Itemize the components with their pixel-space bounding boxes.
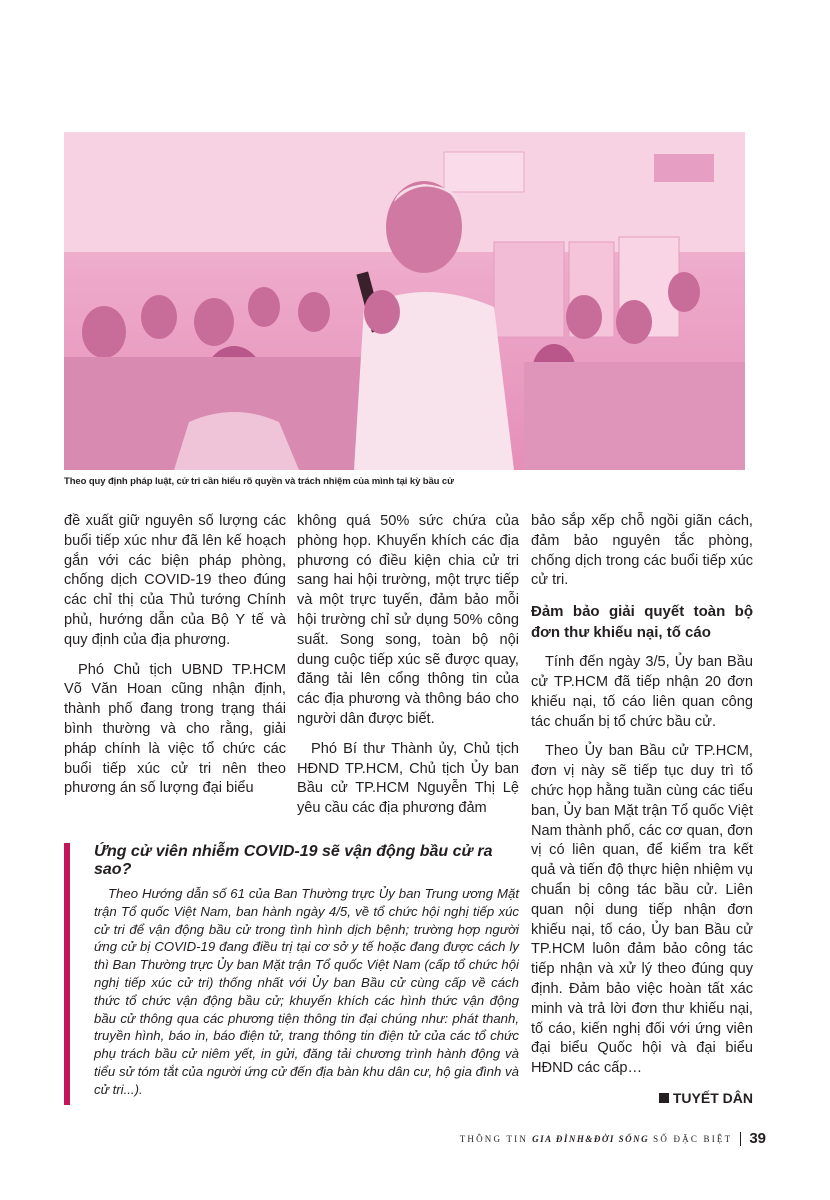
author-name: TUYẾT DÂN [672, 1089, 753, 1106]
author-byline [531, 1089, 753, 1109]
article-column-2 [297, 512, 519, 829]
square-bullet-icon [659, 1093, 669, 1103]
page-number: 39 [749, 1130, 766, 1147]
footer-brand: GIA ĐÌNH&ĐỜI SỐNG [532, 1133, 650, 1144]
paragraph: Theo Ủy ban Bầu cử TP.HCM, đơn vị này sẽ tiếp tục duy trì tổ chức họp hằng tuần cùng các tiểu ban, Ủy ban Mặt trận Tổ quốc Việt Nam thành phố, các cơ quan, đơn vị có liên quan, để kiểm tra kết quả và tiến độ thực hiện nhiệm vụ chuẩn bị công tác bầu cử. Liên quan nội dung tiếp nhận đơn khiếu nại, tố cáo, Ủy ban Bầu cử TP.HCM luôn đảm bảo công tác tiếp nhận và xử lý theo đúng quy định. Đảm bảo việc hoàn tất xác minh và trả lời đơn thư khiếu nại, tố cáo, kiến nghị đối với ứng viên đại biểu Quốc hội và đại biểu HĐND các cấp… [531, 743, 753, 1077]
sidebar-box [64, 843, 519, 1105]
photo-caption: Theo quy định pháp luật, cử tri cần hiểu rõ quyền và trách nhiệm của mình tại kỳ bầu cử [64, 476, 454, 487]
page-footer [460, 1130, 766, 1147]
paragraph: không quá 50% sức chứa của phòng họp. Khuyến khích các địa phương có điều kiện chia cử tri sang hai hội trường, một trực tiếp và một trực tuyến, đảm bảo mỗi hội trường chỉ sử dụng 50% công suất. Song song, toàn bộ nội dung cuộc tiếp xúc sẽ được quay, đăng tải lên cổng thông tin của các địa phương và thông báo cho người dân được biết. [297, 513, 519, 727]
section-heading: Đảm bảo giải quyết toàn bộ đơn thư khiếu nại, tố cáo [531, 603, 753, 642]
box-title: Ứng cử viên nhiễm COVID-19 sẽ vận động bầu cử ra sao? [94, 843, 493, 878]
footer-prefix: THÔNG TIN [459, 1133, 529, 1144]
paragraph: Tính đến ngày 3/5, Ủy ban Bầu cử TP.HCM đã tiếp nhận 20 đơn khiếu nại, tố cáo liên quan công tác chuẩn bị tổ chức bầu cử. [531, 654, 753, 730]
paragraph: Phó Bí thư Thành ủy, Chủ tịch HĐND TP.HCM, Chủ tịch Ủy ban Bầu cử TP.HCM Nguyễn Thị Lệ yêu cầu các địa phương đảm [297, 740, 519, 817]
meeting-photo-illustration [64, 132, 745, 470]
article-photo [64, 132, 745, 470]
paragraph: đề xuất giữ nguyên số lượng các buổi tiếp xúc như đã lên kế hoạch gắn với các biện pháp phòng, chống dịch COVID-19 theo đúng các chỉ thị của Thủ tướng Chính phủ, hướng dẫn của Bộ Y tế và quy định của địa phương. [64, 513, 286, 648]
box-body: Theo Hướng dẫn số 61 của Ban Thường trực Ủy ban Trung ương Mặt trận Tổ quốc Việt Nam, ban hành ngày 4/5, về tổ chức hội nghị tiếp xúc cử tri để vận động bầu cử trong tình hình dịch bệnh; trường hợp người ứng cử bị COVID-19 đang điều trị tại cơ sở y tế hoặc đang được cách ly thì Ban Thường trực Ủy ban Mặt trận Tổ quốc Việt Nam (cấp tổ chức hội nghị tiếp xúc cử tri) thống nhất với Ủy ban Bầu cử cùng cấp về cách thức tổ chức vận động bầu cử; khuyến khích các hình thức vận động bầu cử thông qua các phương tiện thông tin đại chúng như: phát thanh, truyền hình, báo in, báo điện tử, trang thông tin điện tử của các tổ chức phụ trách bầu cử niêm yết, in gửi, đăng tải chương trình hành động và tiểu sử tóm tắt của người ứng cử đến địa bàn khu dân cư, hộ gia đình và cử tri...). [94, 886, 519, 1097]
article-column-1 [64, 512, 286, 809]
paragraph: Phó Chủ tịch UBND TP.HCM Võ Văn Hoan cũng nhận định, thành phố đang trong trạng thái bình thường và cho rằng, giải pháp chính là việc tổ chức các buổi tiếp xúc cử tri nên theo phương án số lượng đại biểu [64, 661, 286, 797]
paragraph: bảo sắp xếp chỗ ngồi giãn cách, đảm bảo nguyên tắc phòng, chống dịch trong các buổi tiếp xúc cử tri. [531, 513, 753, 589]
article-column-3 [531, 512, 753, 1109]
footer-suffix: SỐ ĐẶC BIỆT [653, 1133, 733, 1144]
footer-divider [740, 1132, 741, 1146]
